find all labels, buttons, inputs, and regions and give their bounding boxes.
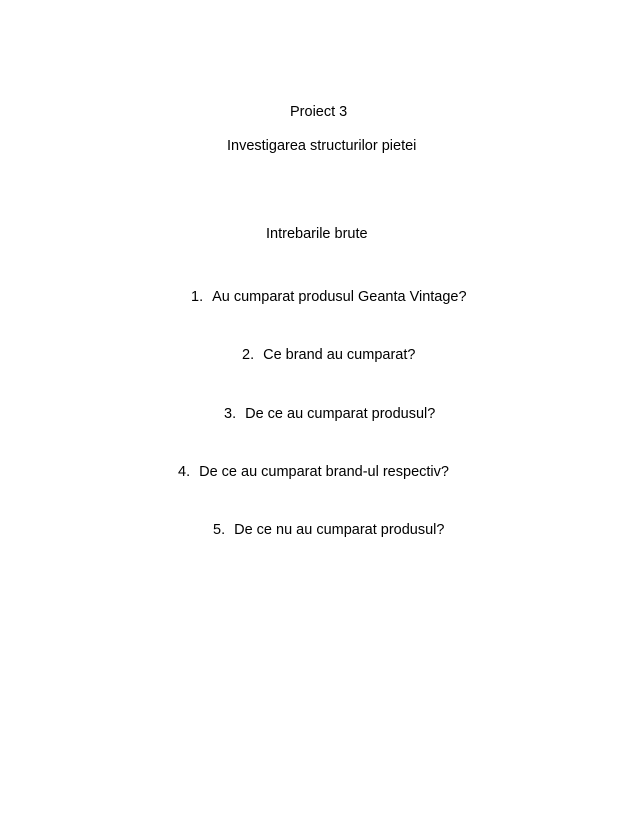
question-text: De ce au cumparat produsul? (245, 406, 436, 422)
question-number: 3. (224, 406, 237, 422)
question-item (191, 288, 467, 306)
question-item (224, 405, 435, 423)
question-number: 5. (213, 522, 226, 538)
question-number: 2. (242, 347, 255, 363)
project-title: Proiect 3 (290, 104, 348, 120)
question-item (213, 521, 444, 539)
question-number: 4. (178, 464, 191, 480)
section-heading: Intrebarile brute (266, 226, 368, 242)
question-text: Ce brand au cumparat? (263, 347, 416, 363)
question-text: Au cumparat produsul Geanta Vintage? (212, 289, 467, 305)
question-number: 1. (191, 289, 204, 305)
question-item (178, 463, 449, 481)
subtitle: Investigarea structurilor pietei (227, 138, 417, 154)
question-item (242, 346, 415, 364)
question-text: De ce au cumparat brand-ul respectiv? (199, 464, 449, 480)
question-text: De ce nu au cumparat produsul? (234, 522, 445, 538)
